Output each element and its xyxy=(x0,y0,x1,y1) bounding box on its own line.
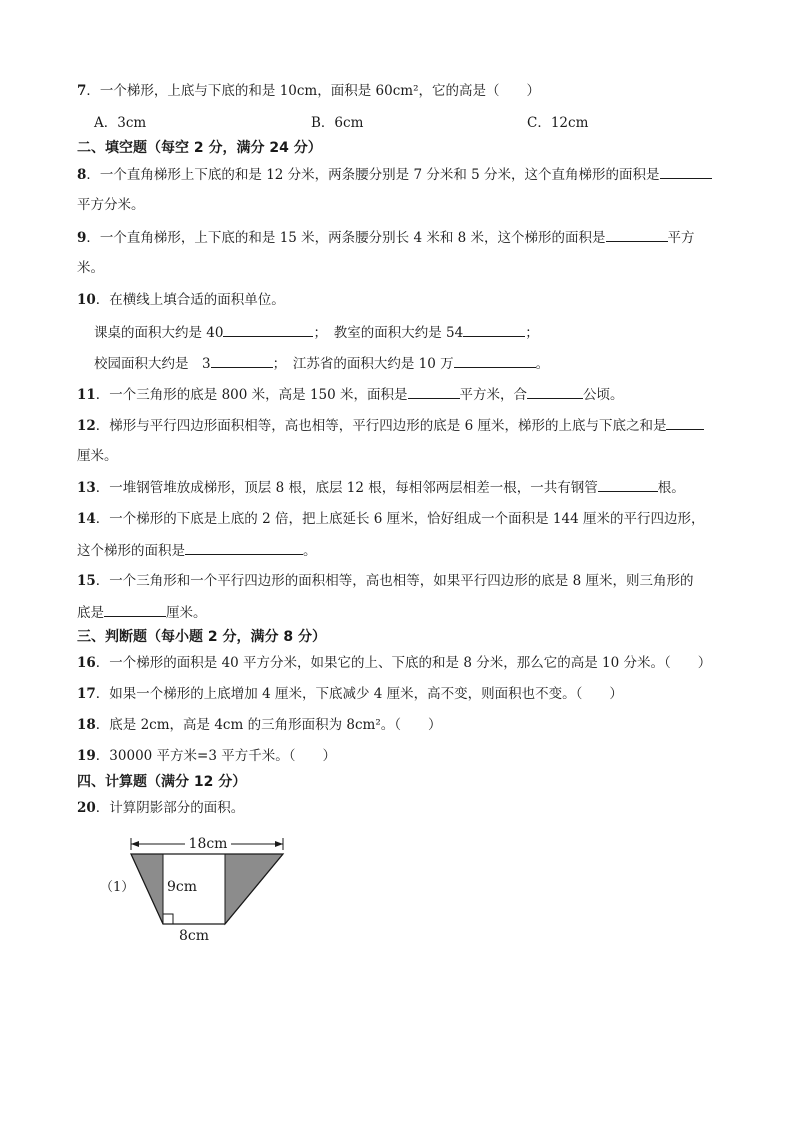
question-text: ．如果一个梯形的上底增加 4 厘米，下底减少 4 厘米，高不变，则面积也不变。（ ） xyxy=(95,686,623,702)
question-number: 20 xyxy=(77,800,96,816)
answer-blank[interactable] xyxy=(185,540,303,555)
question-text-end: 根。 xyxy=(657,480,685,496)
answer-blank[interactable] xyxy=(666,415,704,430)
question-14 xyxy=(77,509,705,529)
question-14-cont xyxy=(77,540,317,561)
question-20 xyxy=(77,798,244,818)
arrow-right-icon xyxy=(275,841,283,847)
question-text: ．一堆钢管堆放成梯形，顶层 8 根，底层 12 根，每相邻两层相差一根，一共有钢管 xyxy=(95,480,598,496)
question-text: ．一个梯形的面积是 40 平方分米，如果它的上、下底的和是 8 分米，那么它的高是 10 分米。（ ） xyxy=(95,655,712,671)
figure-label: （1） xyxy=(100,880,135,895)
question-text: ．30000 平方米=3 平方千米。（ ） xyxy=(95,748,336,764)
punctuation: 。 xyxy=(535,356,550,372)
question-number: 8 xyxy=(77,167,87,183)
prompt-campus-area: 校园面积大约是 3 xyxy=(94,356,211,372)
question-text: ．一个三角形和一个平行四边形的面积相等，高也相等，如果平行四边形的底是 8 厘米，则三角形的 xyxy=(95,573,694,589)
trapezoid-figure xyxy=(95,828,295,943)
question-number: 14 xyxy=(77,511,96,527)
question-10-line1 xyxy=(94,322,539,343)
question-text: ．计算阴影部分的面积。 xyxy=(95,800,245,816)
question-number: 7 xyxy=(77,83,87,99)
answer-blank[interactable] xyxy=(211,353,273,368)
answer-blank[interactable] xyxy=(454,353,536,368)
section-calculation: 四、计算题（满分 12 分） xyxy=(77,774,247,790)
question-text: ．一个三角形的底是 800 米，高是 150 米，面积是 xyxy=(95,387,408,403)
question-17 xyxy=(77,684,623,704)
option-a: A．3cm xyxy=(94,115,147,131)
question-9-cont: 米。 xyxy=(77,260,104,276)
question-12-cont: 厘米。 xyxy=(77,448,118,464)
question-text: ．一个梯形，上底与下底的和是 10cm，面积是 60cm²，它的高是（ ） xyxy=(86,83,540,99)
answer-blank[interactable] xyxy=(660,164,712,179)
question-text-end: 公顷。 xyxy=(583,387,624,403)
prompt-classroom-area: ； 教室的面积大约是 54 xyxy=(313,325,464,341)
question-9 xyxy=(77,227,695,248)
question-number: 19 xyxy=(77,748,96,764)
question-19 xyxy=(77,746,336,766)
question-number: 17 xyxy=(77,686,96,702)
question-text: ．底是 2cm，高是 4cm 的三角形面积为 8cm²。（ ） xyxy=(95,717,442,733)
question-text: ．一个直角梯形，上下底的和是 15 米，两条腰分别长 4 米和 8 米，这个梯形的面积是 xyxy=(86,230,606,246)
question-text: ．一个梯形的下底是上底的 2 倍，把上底延长 6 厘米，恰好组成一个面积是 144 厘米的平行四边形， xyxy=(95,511,705,527)
top-length-label: 18cm xyxy=(188,836,228,852)
prompt-jiangsu-area: ； 江苏省的面积大约是 10 万 xyxy=(272,356,454,372)
question-8 xyxy=(77,164,712,185)
question-10-line2 xyxy=(94,353,549,374)
answer-blank[interactable] xyxy=(104,602,166,617)
question-text: ．在横线上填合适的面积单位。 xyxy=(95,292,285,308)
question-number: 16 xyxy=(77,655,96,671)
arrow-left-icon xyxy=(131,841,139,847)
question-text: ．梯形与平行四边形面积相等，高也相等，平行四边形的底是 6 厘米，梯形的上底与下底之和是 xyxy=(95,418,667,434)
question-15 xyxy=(77,571,693,591)
question-13 xyxy=(77,477,685,498)
answer-blank[interactable] xyxy=(463,322,525,337)
prompt-desk-area: 课桌的面积大约是 40 xyxy=(94,325,224,341)
question-text-mid: 平方米，合 xyxy=(459,387,527,403)
question-7 xyxy=(77,81,540,101)
section-fill-in: 二、填空题（每空 2 分，满分 24 分） xyxy=(77,140,322,156)
question-number: 18 xyxy=(77,717,96,733)
question-text-after: 平方 xyxy=(667,230,695,246)
question-text-end: 厘米。 xyxy=(166,605,207,621)
punctuation: ； xyxy=(525,325,539,341)
answer-blank[interactable] xyxy=(527,384,583,399)
question-8-cont: 平方分米。 xyxy=(77,197,145,213)
question-text: 底是 xyxy=(77,605,104,621)
question-number: 9 xyxy=(77,230,87,246)
punctuation: 。 xyxy=(303,543,317,559)
question-text: 这个梯形的面积是 xyxy=(77,543,185,559)
question-10 xyxy=(77,290,285,310)
right-angle-mark xyxy=(163,914,173,924)
answer-blank[interactable] xyxy=(223,322,313,337)
section-true-false: 三、判断题（每小题 2 分，满分 8 分） xyxy=(77,629,326,645)
answer-blank[interactable] xyxy=(408,384,460,399)
question-text: ．一个直角梯形上下底的和是 12 分米，两条腰分别是 7 分米和 5 分米，这个直角梯形的面积是 xyxy=(86,167,660,183)
option-b: B．6cm xyxy=(311,115,364,131)
question-number: 10 xyxy=(77,292,96,308)
question-12 xyxy=(77,415,704,436)
height-label: 9cm xyxy=(167,879,198,895)
question-18 xyxy=(77,715,441,735)
question-16 xyxy=(77,653,711,673)
question-number: 13 xyxy=(77,480,96,496)
question-number: 15 xyxy=(77,573,96,589)
answer-blank[interactable] xyxy=(606,227,668,242)
answer-blank[interactable] xyxy=(598,477,658,492)
question-15-cont xyxy=(77,602,207,623)
option-c: C．12cm xyxy=(527,115,589,131)
question-number: 12 xyxy=(77,418,96,434)
question-11 xyxy=(77,384,624,405)
question-number: 11 xyxy=(77,387,96,403)
bottom-length-label: 8cm xyxy=(178,928,210,943)
